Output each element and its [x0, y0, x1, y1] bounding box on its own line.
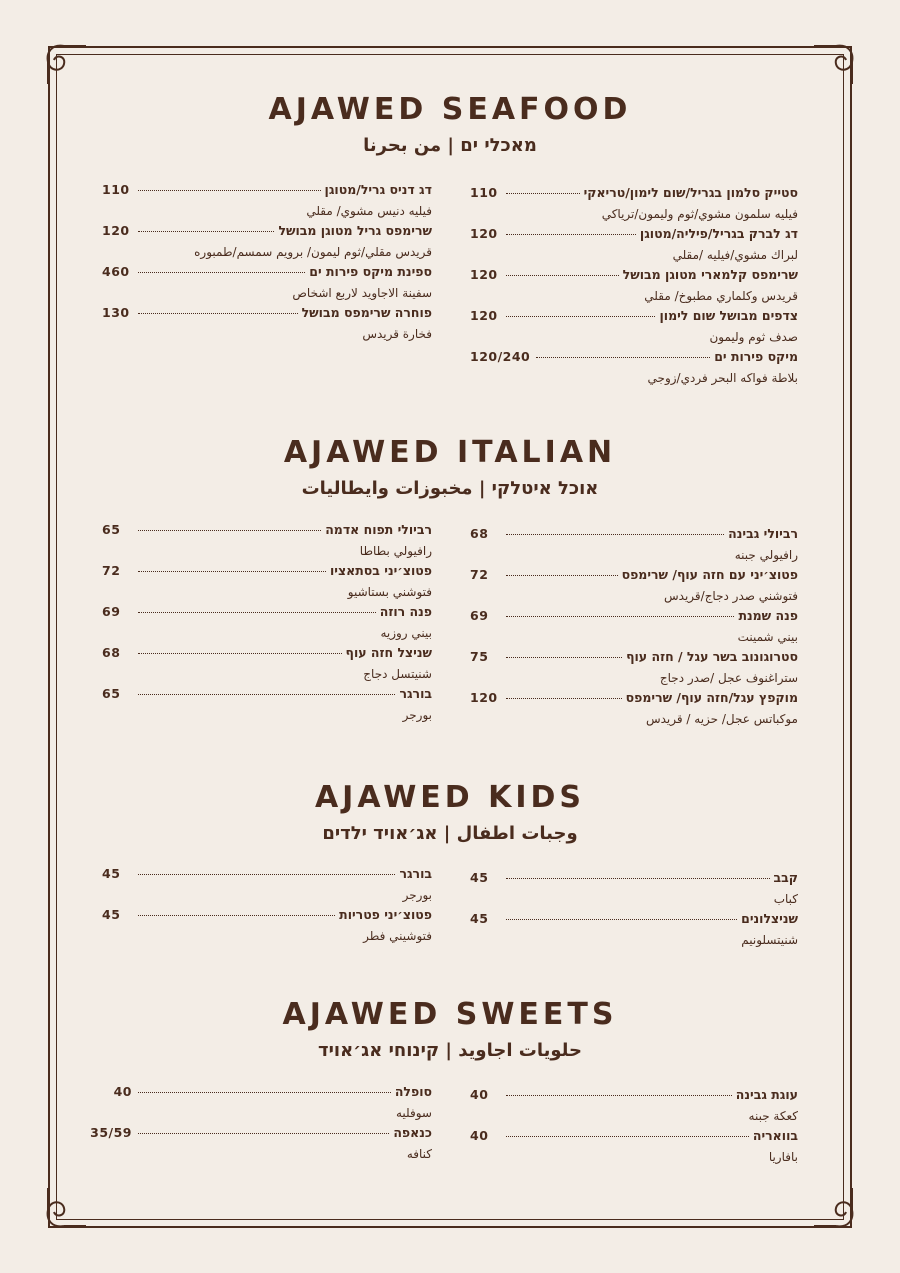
item-name-hebrew: ספינת מיקס פירות ים — [309, 264, 432, 279]
item-price: 45 — [470, 911, 489, 926]
item-name-arabic: ستراغنوف عجل /صدر دجاج — [659, 671, 798, 685]
section-subtitle: حلويات اجاويد | קינוחי אג׳אויד — [318, 1040, 582, 1061]
item-name-arabic: بورجر — [402, 888, 432, 902]
section-subtitle: אוכל איטלקי | مخبوزات وايطاليات — [301, 478, 599, 499]
menu-item — [102, 563, 432, 604]
menu-item — [470, 608, 798, 649]
item-price: 45 — [102, 907, 121, 922]
menu-item — [470, 1087, 798, 1128]
section-italian — [0, 435, 900, 501]
item-name-hebrew: פנה שמנת — [738, 608, 798, 623]
item-price: 110 — [102, 182, 130, 197]
section-seafood — [0, 92, 900, 158]
item-name-arabic: كعكة جبنه — [748, 1109, 798, 1123]
corner-ornament-bottom-left — [42, 1186, 88, 1232]
menu-column-right — [470, 526, 798, 731]
dotted-leader — [138, 694, 395, 695]
item-name-arabic: شنيتسلونيم — [741, 933, 798, 947]
dotted-leader — [138, 874, 395, 875]
menu-column-right — [470, 870, 798, 952]
item-name-arabic: فتوشني بستاشيو — [347, 585, 432, 599]
dotted-leader — [506, 316, 655, 317]
item-name-hebrew: כנאפה — [393, 1125, 432, 1140]
item-price: 40 — [113, 1084, 132, 1099]
item-name-hebrew: פוחרה שרימפס מבושל — [301, 305, 432, 320]
item-price: 120/240 — [470, 349, 531, 364]
item-price: 110 — [470, 185, 498, 200]
item-name-arabic: بافاريا — [768, 1150, 798, 1164]
dotted-leader — [138, 1133, 389, 1134]
dotted-leader — [138, 612, 376, 613]
menu-item — [470, 911, 798, 952]
item-name-hebrew: סטרוגונוב בשר עגל / חזה עוף — [626, 649, 798, 664]
section-subtitle: מאכלי ים | من بحرنا — [363, 135, 537, 156]
menu-item — [84, 1084, 432, 1125]
menu-item — [102, 522, 432, 563]
item-name-hebrew: פנה רוזה — [379, 604, 432, 619]
menu-column-left — [102, 866, 432, 948]
menu-item — [470, 870, 798, 911]
dotted-leader — [506, 534, 724, 535]
item-price: 35/59 — [90, 1125, 132, 1140]
dotted-leader — [138, 313, 298, 314]
menu-item — [84, 1125, 432, 1166]
item-name-hebrew: פטוצ׳יני פטריות — [339, 907, 432, 922]
menu-item — [470, 1128, 798, 1169]
menu-item — [102, 182, 432, 223]
item-name-arabic: قريدس وكلماري مطبوخ/ مقلي — [644, 289, 798, 303]
item-price: 69 — [470, 608, 489, 623]
dotted-leader — [138, 915, 335, 916]
item-name-arabic: موكباتس عجل/ حزيه / قريدس — [645, 712, 798, 726]
item-price: 460 — [102, 264, 130, 279]
section-title: AJAWED ITALIAN — [283, 435, 617, 470]
item-name-arabic: فتوشني صدر دجاج/قريدس — [664, 589, 798, 603]
dotted-leader — [138, 1092, 391, 1093]
item-name-hebrew: בורגר — [399, 866, 432, 881]
item-price: 120 — [470, 308, 498, 323]
dotted-leader — [506, 878, 770, 879]
item-name-hebrew: רביולי תפוח אדמה — [325, 522, 432, 537]
dotted-leader — [506, 657, 622, 658]
item-name-hebrew: מוקפץ עגל/חזה עוף/ שרימפס — [625, 690, 798, 705]
menu-item — [470, 526, 798, 567]
item-price: 69 — [102, 604, 121, 619]
dotted-leader — [138, 231, 274, 232]
menu-column-left — [84, 1084, 432, 1166]
item-name-hebrew: פטוצ׳יני בסתאציו — [330, 563, 432, 578]
item-price: 45 — [470, 870, 489, 885]
item-name-arabic: بيني روزيه — [380, 626, 432, 640]
menu-column-left — [102, 182, 432, 346]
menu-item — [470, 567, 798, 608]
dotted-leader — [536, 357, 710, 358]
item-name-arabic: فخارة قريدس — [362, 327, 432, 341]
item-name-arabic: رافيولي جبنه — [734, 548, 798, 562]
section-subtitle: وجبات اطفال | אג׳אויד ילדים — [322, 823, 578, 844]
dotted-leader — [138, 272, 305, 273]
item-name-arabic: سوفليه — [395, 1106, 432, 1120]
dotted-leader — [138, 190, 321, 191]
item-name-arabic: قريدس مقلي/ثوم ليمون/ برويم سمسم/طمبوره — [194, 245, 432, 259]
item-name-arabic: كنافه — [406, 1147, 432, 1161]
corner-ornament-top-right — [812, 40, 858, 86]
item-name-arabic: لبراك مشوي/فيليه /مقلي — [672, 248, 798, 262]
item-name-arabic: صدف ثوم وليمون — [709, 330, 798, 344]
item-name-hebrew: בורגר — [399, 686, 432, 701]
item-price: 68 — [102, 645, 121, 660]
item-name-arabic: سفينة الاجاويد لاربع اشخاص — [292, 286, 432, 300]
dotted-leader — [506, 698, 622, 699]
item-price: 40 — [470, 1128, 489, 1143]
item-name-hebrew: שניצלונים — [741, 911, 798, 926]
item-price: 75 — [470, 649, 489, 664]
item-price: 68 — [470, 526, 489, 541]
menu-item — [102, 264, 432, 305]
dotted-leader — [506, 919, 737, 920]
section-title: AJAWED SWEETS — [282, 997, 618, 1032]
menu-column-left — [102, 522, 432, 727]
dotted-leader — [506, 575, 618, 576]
item-name-arabic: شنيتسل دجاج — [363, 667, 432, 681]
item-price: 130 — [102, 305, 130, 320]
dotted-leader — [506, 275, 619, 276]
menu-item — [102, 223, 432, 264]
item-price: 40 — [470, 1087, 489, 1102]
item-name-hebrew: שרימפס קלמארי מטוגן מבושל — [622, 267, 798, 282]
item-name-hebrew: סופלה — [394, 1084, 432, 1099]
item-price: 45 — [102, 866, 121, 881]
dotted-leader — [506, 193, 580, 194]
item-name-arabic: بورجر — [402, 708, 432, 722]
item-name-arabic: بلاطة فواكه البحر فردي/زوجي — [647, 371, 798, 385]
item-name-hebrew: דג דניס גריל/מטוגן — [324, 182, 432, 197]
dotted-leader — [138, 653, 342, 654]
section-title: AJAWED SEAFOOD — [268, 92, 632, 127]
item-name-hebrew: בוואריה — [752, 1128, 798, 1143]
menu-column-right — [470, 185, 798, 390]
item-price: 65 — [102, 686, 121, 701]
item-name-arabic: كباب — [773, 892, 798, 906]
item-name-arabic: فيليه سلمون مشوي/ثوم وليمون/ترياكي — [601, 207, 798, 221]
item-price: 72 — [102, 563, 121, 578]
corner-ornament-bottom-right — [812, 1186, 858, 1232]
menu-item — [102, 305, 432, 346]
menu-item — [470, 690, 798, 731]
menu-item — [102, 645, 432, 686]
dotted-leader — [506, 1095, 732, 1096]
item-name-hebrew: עוגת גבינה — [735, 1087, 798, 1102]
item-name-hebrew: מיקס פירות ים — [714, 349, 798, 364]
dotted-leader — [138, 530, 321, 531]
item-name-hebrew: סטייק סלמון בגריל/שום לימון/טריאקי — [583, 185, 798, 200]
item-price: 120 — [470, 226, 498, 241]
item-name-hebrew: פטוצ׳יני עם חזה עוף/ שרימפס — [621, 567, 798, 582]
section-title: AJAWED KIDS — [314, 780, 586, 815]
menu-item — [102, 907, 432, 948]
item-price: 72 — [470, 567, 489, 582]
dotted-leader — [506, 616, 734, 617]
menu-column-right — [470, 1087, 798, 1169]
menu-item — [102, 866, 432, 907]
item-price: 120 — [470, 267, 498, 282]
menu-item — [102, 604, 432, 645]
dotted-leader — [506, 234, 636, 235]
item-name-arabic: فتوشيني فطر — [363, 929, 432, 943]
item-name-hebrew: שרימפס גריל מטוגן מבושל — [278, 223, 432, 238]
item-name-hebrew: רביולי גבינה — [728, 526, 798, 541]
item-price: 120 — [470, 690, 498, 705]
item-name-hebrew: צדפים מבושל שום לימון — [659, 308, 798, 323]
item-name-hebrew: קבב — [773, 870, 798, 885]
menu-item — [470, 349, 798, 390]
item-name-arabic: فيليه دنيس مشوي/ مقلي — [306, 204, 432, 218]
dotted-leader — [138, 571, 326, 572]
item-name-arabic: بيني شمينت — [737, 630, 798, 644]
menu-item — [470, 185, 798, 226]
item-price: 65 — [102, 522, 121, 537]
item-price: 120 — [102, 223, 130, 238]
menu-item — [470, 226, 798, 267]
item-name-arabic: رافيولي بطاطا — [359, 544, 432, 558]
section-kids — [0, 780, 900, 846]
section-sweets — [0, 997, 900, 1063]
item-name-hebrew: שניצל חזה עוף — [345, 645, 432, 660]
corner-ornament-top-left — [42, 40, 88, 86]
menu-item — [470, 649, 798, 690]
menu-item — [470, 308, 798, 349]
menu-item — [102, 686, 432, 727]
dotted-leader — [506, 1136, 749, 1137]
menu-item — [470, 267, 798, 308]
item-name-hebrew: דג לברק בגריל/פיליה/מטוגן — [639, 226, 798, 241]
